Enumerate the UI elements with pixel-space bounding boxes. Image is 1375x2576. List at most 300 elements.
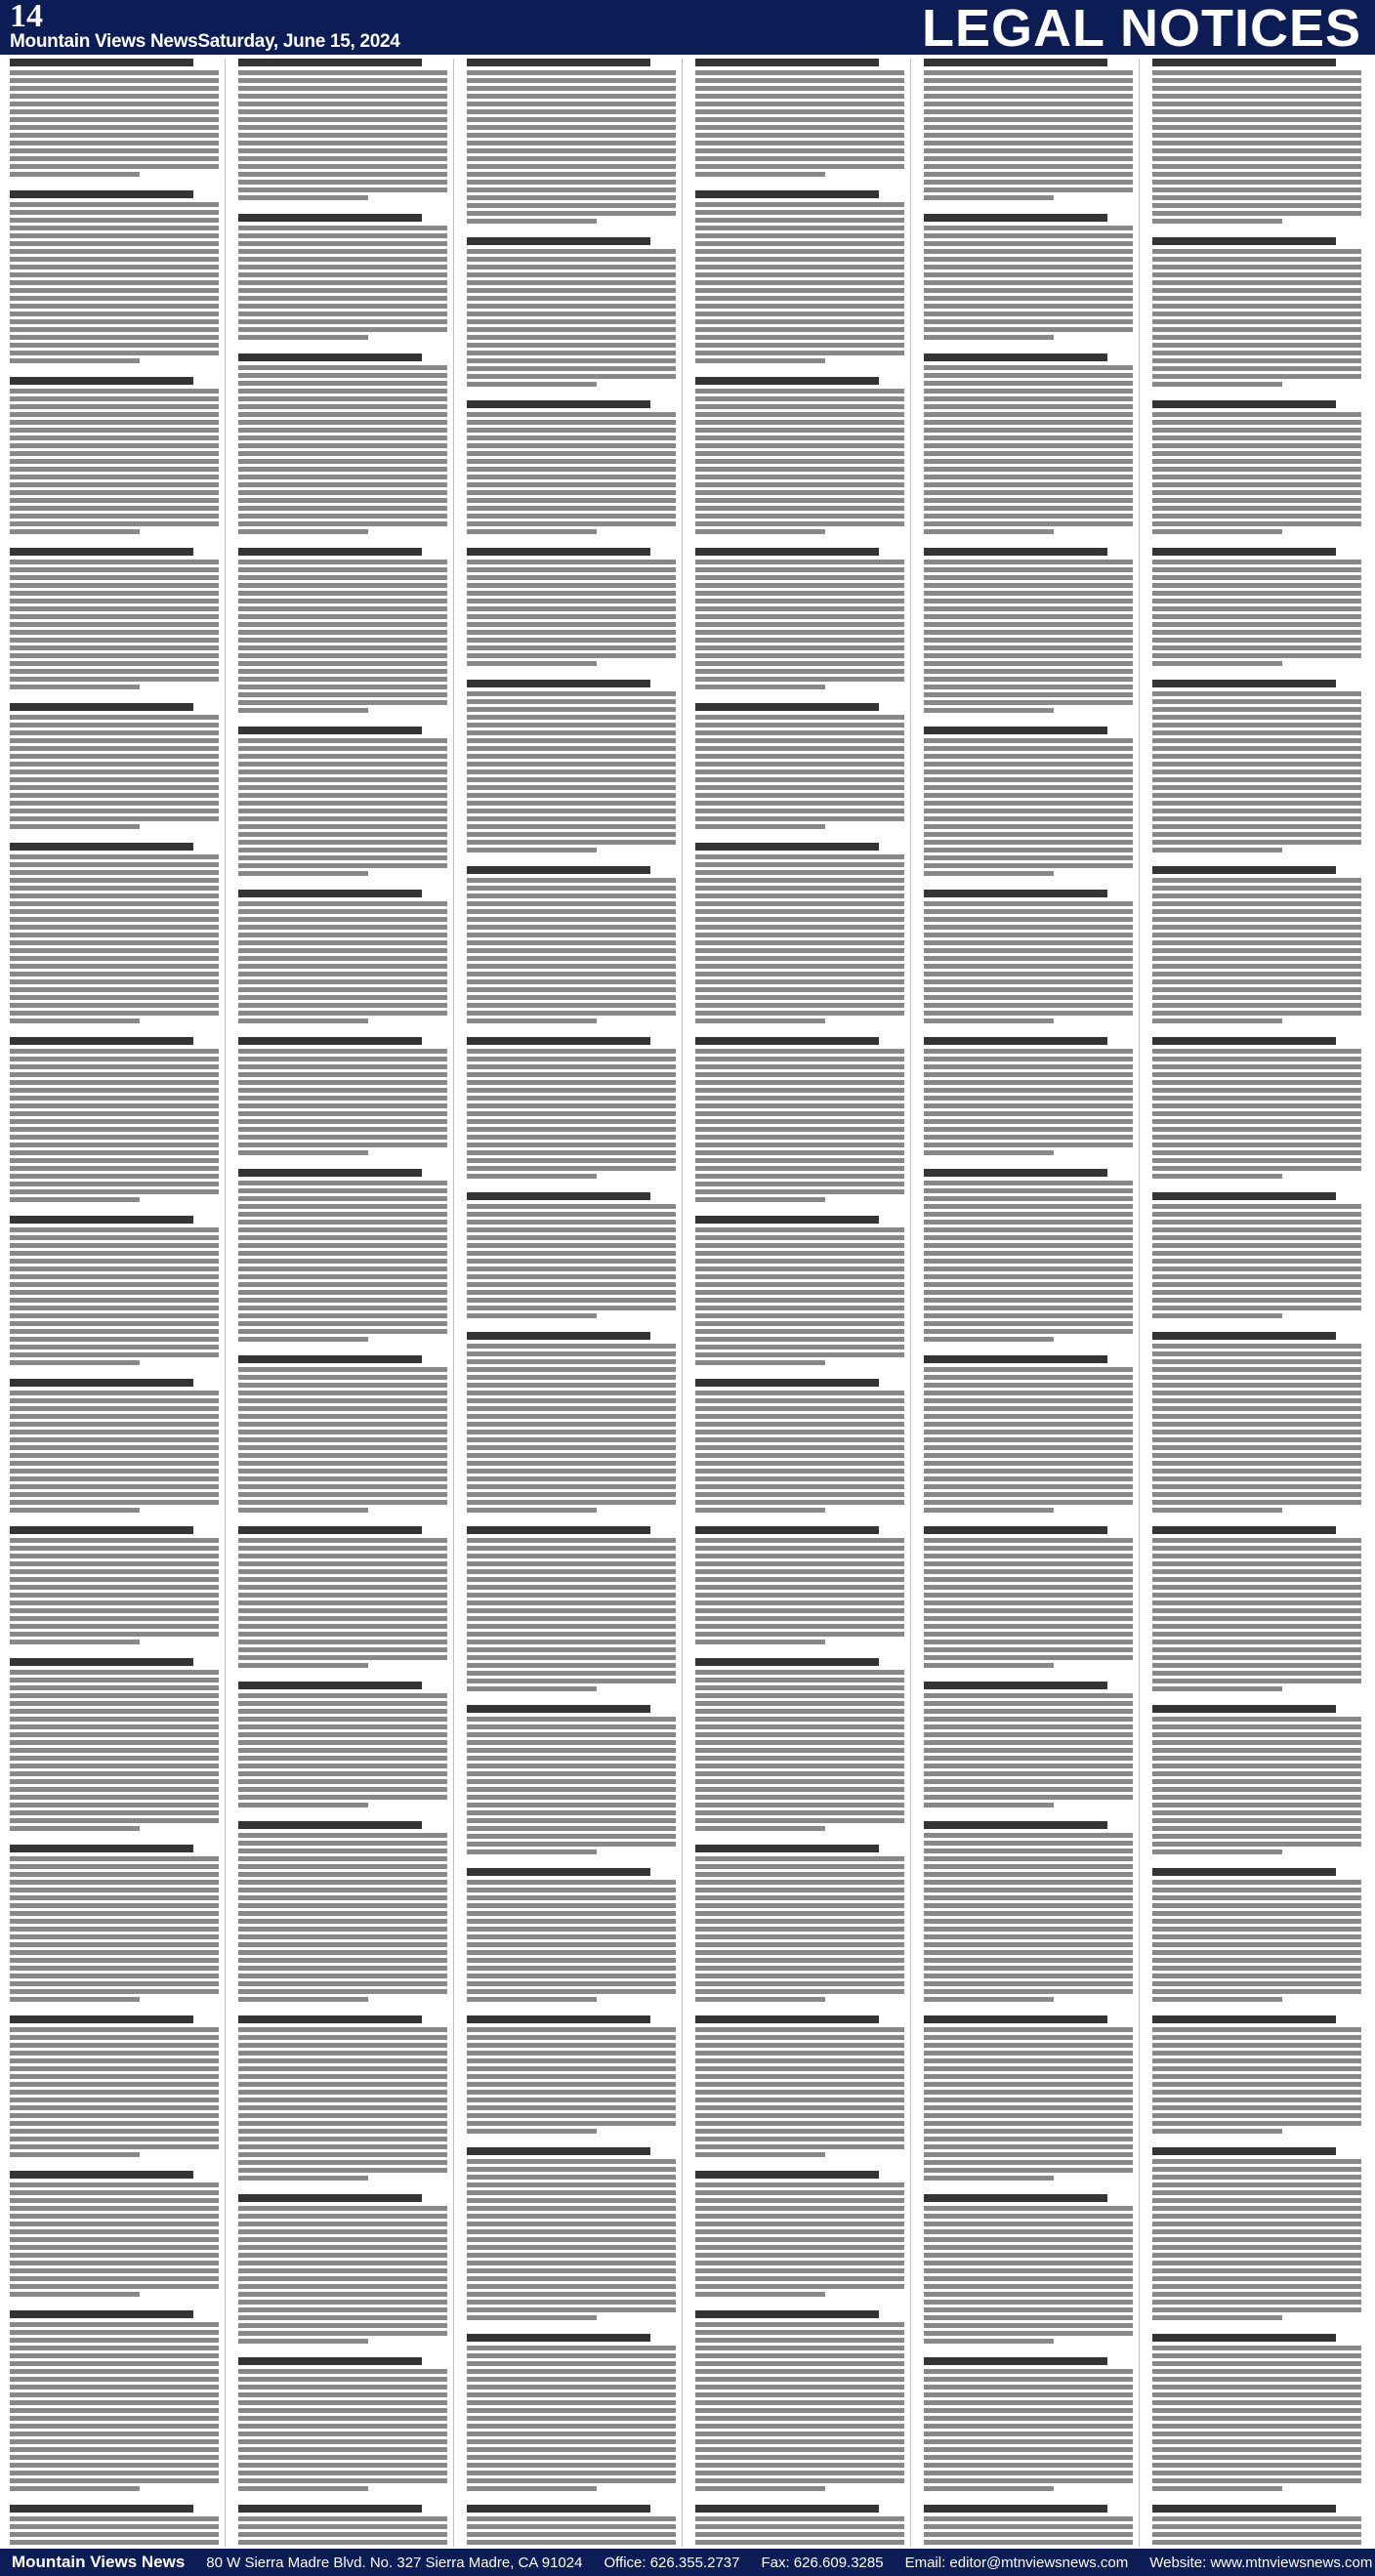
notice-text-line-placeholder (1152, 2198, 1361, 2203)
notice-text-line-placeholder (924, 1950, 1133, 1955)
notice-text-line-placeholder (238, 1872, 447, 1877)
notice-text-line-placeholder (238, 451, 447, 456)
notice-text-line-placeholder (238, 1391, 447, 1395)
notice-text-line-placeholder (467, 1771, 676, 1776)
notice-text-line-placeholder (238, 1880, 447, 1885)
legal-notice-block (924, 2505, 1133, 2547)
notice-text-line-placeholder (467, 1671, 676, 1676)
notice-text-line-placeholder (695, 319, 904, 324)
notice-text-line-placeholder (10, 521, 219, 526)
notice-text-line-placeholder (1152, 754, 1361, 759)
notice-heading-placeholder (238, 2015, 422, 2023)
notice-text-line-placeholder (10, 358, 140, 363)
notice-text-line-placeholder (924, 327, 1133, 332)
notice-text-line-placeholder (695, 78, 904, 83)
notice-text-line-placeholder (695, 2400, 904, 2405)
notice-text-line-placeholder (238, 2323, 447, 2328)
notice-text-line-placeholder (1152, 878, 1361, 883)
notice-text-line-placeholder (238, 265, 447, 270)
notice-text-line-placeholder (10, 862, 219, 867)
notice-text-line-placeholder (695, 2245, 904, 2250)
notice-text-line-placeholder (695, 1182, 904, 1186)
notice-heading-placeholder (1152, 2147, 1336, 2155)
notice-text-line-placeholder (924, 141, 1133, 145)
notice-text-line-placeholder (10, 1803, 219, 1807)
notice-text-line-placeholder (10, 2027, 219, 2032)
notice-text-line-placeholder (1152, 211, 1361, 216)
notice-text-line-placeholder (695, 1585, 904, 1590)
notice-text-line-placeholder (467, 1895, 676, 1900)
legal-notice-block (1152, 866, 1361, 1023)
legal-notice-block (1152, 2334, 1361, 2491)
notice-text-line-placeholder (238, 1538, 447, 1543)
notice-text-line-placeholder (695, 2144, 904, 2149)
notice-text-line-placeholder (695, 1864, 904, 1869)
notice-text-line-placeholder (467, 1018, 597, 1023)
notice-text-line-placeholder (1152, 2090, 1361, 2095)
notice-text-line-placeholder (238, 1422, 447, 1427)
notice-heading-placeholder (1152, 1192, 1336, 1200)
notice-text-line-placeholder (695, 1500, 904, 1505)
notice-text-line-placeholder (1152, 1903, 1361, 1908)
notice-text-line-placeholder (467, 2424, 676, 2429)
notice-text-line-placeholder (1152, 1259, 1361, 1264)
notice-text-line-placeholder (1152, 2175, 1361, 2180)
notice-heading-placeholder (238, 2357, 422, 2365)
notice-text-line-placeholder (1152, 1771, 1361, 1776)
notice-heading-placeholder (924, 353, 1107, 361)
notice-text-line-placeholder (467, 1049, 676, 1054)
notice-text-line-placeholder (238, 102, 447, 106)
notice-heading-placeholder (1152, 2015, 1336, 2023)
notice-text-line-placeholder (1152, 948, 1361, 953)
notice-text-line-placeholder (10, 909, 219, 914)
notice-text-line-placeholder (10, 2082, 219, 2087)
notice-text-line-placeholder (1152, 1212, 1361, 1217)
notice-text-line-placeholder (924, 2447, 1133, 2452)
notice-heading-placeholder (238, 548, 422, 556)
notice-text-line-placeholder (695, 2113, 904, 2118)
notice-heading-placeholder (924, 1169, 1107, 1177)
notice-text-line-placeholder (467, 2486, 597, 2491)
notice-text-line-placeholder (1152, 653, 1361, 658)
notice-text-line-placeholder (467, 335, 676, 340)
notice-text-line-placeholder (10, 2447, 219, 2452)
notice-heading-placeholder (1152, 59, 1336, 66)
notice-heading-placeholder (238, 1682, 422, 1689)
notice-text-line-placeholder (924, 1632, 1133, 1637)
notice-text-line-placeholder (467, 366, 676, 371)
legal-notice-block (467, 2334, 676, 2491)
notice-text-line-placeholder (238, 2331, 447, 2336)
notice-text-line-placeholder (1152, 296, 1361, 301)
notice-text-line-placeholder (695, 1624, 904, 1629)
notice-text-line-placeholder (10, 1150, 219, 1155)
notice-text-line-placeholder (10, 1981, 219, 1986)
notice-text-line-placeholder (695, 917, 904, 922)
notice-text-line-placeholder (238, 1057, 447, 1061)
notice-text-line-placeholder (10, 343, 219, 348)
notice-text-line-placeholder (695, 436, 904, 440)
footer-website[interactable]: Website: www.mtnviewsnews.com (1149, 2554, 1373, 2571)
legal-notice-block (695, 2171, 904, 2297)
notice-text-line-placeholder (924, 785, 1133, 790)
notice-text-line-placeholder (924, 2129, 1133, 2134)
notice-text-line-placeholder (924, 560, 1133, 564)
notice-text-line-placeholder (695, 638, 904, 643)
legal-notice-block (924, 1355, 1133, 1513)
notice-text-line-placeholder (924, 2524, 1133, 2529)
notice-text-line-placeholder (1152, 1492, 1361, 1497)
notice-text-line-placeholder (467, 2090, 676, 2095)
notice-text-line-placeholder (10, 117, 219, 122)
notice-text-line-placeholder (1152, 1080, 1361, 1085)
notice-text-line-placeholder (1152, 691, 1361, 696)
notice-text-line-placeholder (238, 1406, 447, 1411)
notice-text-line-placeholder (238, 1484, 447, 1489)
notice-text-line-placeholder (1152, 2214, 1361, 2219)
notice-text-line-placeholder (924, 1111, 1133, 1116)
notice-text-line-placeholder (238, 738, 447, 743)
notice-text-line-placeholder (924, 2261, 1133, 2265)
notice-text-line-placeholder (467, 2392, 676, 2397)
notice-text-line-placeholder (1152, 1267, 1361, 1271)
notice-text-line-placeholder (1152, 1018, 1282, 1023)
notice-text-line-placeholder (924, 2245, 1133, 2250)
notice-text-line-placeholder (467, 1779, 676, 1784)
notice-text-line-placeholder (1152, 2455, 1361, 2460)
notice-heading-placeholder (467, 2147, 650, 2155)
notice-text-line-placeholder (924, 1833, 1133, 1838)
notice-text-line-placeholder (695, 2385, 904, 2389)
legal-notice-block (924, 2015, 1133, 2181)
notice-text-line-placeholder (467, 2439, 676, 2444)
notice-text-line-placeholder (467, 1243, 676, 1248)
notice-text-line-placeholder (924, 567, 1133, 572)
notice-text-line-placeholder (467, 933, 676, 937)
legal-notice-block (1152, 680, 1361, 852)
notice-text-line-placeholder (467, 1756, 676, 1761)
notice-text-line-placeholder (1152, 1375, 1361, 1380)
legal-notice-block (924, 59, 1133, 200)
notice-text-line-placeholder (10, 257, 219, 262)
notice-text-line-placeholder (10, 467, 219, 472)
notice-text-line-placeholder (10, 1298, 219, 1303)
notice-text-line-placeholder (924, 2090, 1133, 2095)
notice-text-line-placeholder (924, 1251, 1133, 1256)
legal-notice-block (1152, 400, 1361, 534)
notice-text-line-placeholder (924, 304, 1133, 309)
notice-text-line-placeholder (1152, 972, 1361, 976)
notice-text-line-placeholder (467, 762, 676, 767)
notice-text-line-placeholder (238, 1974, 447, 1978)
notice-text-line-placeholder (10, 141, 219, 145)
notice-text-line-placeholder (695, 1189, 904, 1194)
notice-text-line-placeholder (1152, 1174, 1282, 1179)
notice-text-line-placeholder (10, 2486, 140, 2491)
notice-text-line-placeholder (1152, 1942, 1361, 1947)
notice-text-line-placeholder (238, 1585, 447, 1590)
notice-text-line-placeholder (1152, 319, 1361, 324)
notice-text-line-placeholder (924, 2416, 1133, 2421)
notice-text-line-placeholder (467, 824, 676, 829)
notice-text-line-placeholder (10, 645, 219, 650)
notice-text-line-placeholder (924, 148, 1133, 153)
notice-text-line-placeholder (467, 94, 676, 99)
notice-text-line-placeholder (1152, 280, 1361, 285)
notice-text-line-placeholder (238, 2540, 447, 2545)
notice-text-line-placeholder (695, 1088, 904, 1093)
notice-text-line-placeholder (10, 1189, 219, 1194)
notice-text-line-placeholder (695, 2190, 904, 2195)
notice-text-line-placeholder (467, 257, 676, 262)
notice-text-line-placeholder (10, 172, 140, 177)
notice-text-line-placeholder (238, 296, 447, 301)
notice-text-line-placeholder (1152, 1888, 1361, 1892)
notice-text-line-placeholder (467, 583, 676, 588)
notice-heading-placeholder (924, 2015, 1107, 2023)
notice-text-line-placeholder (10, 933, 219, 937)
notice-text-line-placeholder (10, 2540, 219, 2545)
notice-text-line-placeholder (695, 909, 904, 914)
notice-text-line-placeholder (695, 428, 904, 433)
notice-text-line-placeholder (10, 327, 219, 332)
notice-text-line-placeholder (924, 2424, 1133, 2429)
notice-text-line-placeholder (695, 1337, 904, 1342)
legal-notice-block (238, 2015, 447, 2181)
notice-text-line-placeholder (467, 1367, 676, 1372)
notice-text-line-placeholder (924, 1267, 1133, 1271)
notice-text-line-placeholder (10, 1080, 219, 1085)
notice-text-line-placeholder (467, 1608, 676, 1613)
legal-notice-block (467, 1192, 676, 1318)
notice-text-line-placeholder (924, 451, 1133, 456)
notice-text-line-placeholder (924, 583, 1133, 588)
notice-text-line-placeholder (1152, 1235, 1361, 1240)
notice-text-line-placeholder (238, 987, 447, 992)
notice-heading-placeholder (695, 1037, 879, 1045)
notice-text-line-placeholder (695, 475, 904, 479)
notice-text-line-placeholder (695, 218, 904, 223)
notice-text-line-placeholder (1152, 995, 1361, 1000)
notice-heading-placeholder (695, 2505, 879, 2513)
notice-text-line-placeholder (467, 482, 676, 487)
notice-text-line-placeholder (1152, 1756, 1361, 1761)
footer-office: Office: 626.355.2737 (604, 2554, 740, 2571)
notice-text-line-placeholder (10, 335, 219, 340)
notice-text-line-placeholder (10, 1398, 219, 1403)
legal-notice-block (467, 680, 676, 852)
notice-text-line-placeholder (695, 2540, 904, 2545)
notice-text-line-placeholder (238, 638, 447, 643)
notice-text-line-placeholder (1152, 2182, 1361, 2187)
notice-text-line-placeholder (10, 738, 219, 743)
legal-notice-block (467, 1037, 676, 1179)
notice-text-line-placeholder (467, 2035, 676, 2040)
notice-text-line-placeholder (10, 1593, 219, 1598)
notice-text-line-placeholder (467, 1585, 676, 1590)
notice-text-line-placeholder (467, 1064, 676, 1069)
notice-text-line-placeholder (238, 1640, 447, 1644)
notice-text-line-placeholder (695, 1290, 904, 1295)
notice-text-line-placeholder (10, 1321, 219, 1326)
notice-text-line-placeholder (238, 164, 447, 169)
notice-text-line-placeholder (467, 793, 676, 798)
notice-text-line-placeholder (467, 1469, 676, 1474)
notice-text-line-placeholder (924, 964, 1133, 969)
notice-text-line-placeholder (238, 2066, 447, 2071)
notice-text-line-placeholder (10, 2284, 219, 2289)
notice-text-line-placeholder (467, 638, 676, 643)
notice-text-line-placeholder (238, 606, 447, 611)
notice-text-line-placeholder (10, 809, 219, 813)
notice-text-line-placeholder (467, 2455, 676, 2460)
notice-text-line-placeholder (467, 2361, 676, 2366)
notice-text-line-placeholder (1152, 809, 1361, 813)
notice-text-line-placeholder (238, 1919, 447, 1924)
notice-text-line-placeholder (10, 2478, 219, 2483)
notice-text-line-placeholder (924, 1375, 1133, 1380)
notice-text-line-placeholder (1152, 1313, 1282, 1318)
notice-text-line-placeholder (924, 1220, 1133, 1225)
footer-email[interactable]: Email: editor@mtnviewsnews.com (904, 2554, 1129, 2571)
notice-text-line-placeholder (10, 1585, 219, 1590)
notice-text-line-placeholder (924, 762, 1133, 767)
notice-text-line-placeholder (467, 1546, 676, 1551)
notice-text-line-placeholder (467, 1461, 676, 1466)
legal-notice-block (1152, 1037, 1361, 1179)
notice-text-line-placeholder (467, 1111, 676, 1116)
notice-text-line-placeholder (924, 956, 1133, 961)
notice-heading-placeholder (10, 2015, 193, 2023)
notice-text-line-placeholder (1152, 2206, 1361, 2211)
notice-text-line-placeholder (238, 692, 447, 697)
notice-heading-placeholder (467, 1705, 650, 1713)
notice-text-line-placeholder (467, 785, 676, 790)
notice-text-line-placeholder (467, 1842, 676, 1847)
notice-text-line-placeholder (695, 1391, 904, 1395)
notice-text-line-placeholder (924, 1958, 1133, 1963)
legal-notice-block (1152, 1868, 1361, 2002)
notice-text-line-placeholder (467, 1950, 676, 1955)
notice-text-line-placeholder (695, 862, 904, 867)
notice-text-line-placeholder (1152, 909, 1361, 914)
notice-heading-placeholder (10, 703, 193, 711)
notice-text-line-placeholder (924, 420, 1133, 425)
notice-text-line-placeholder (238, 1701, 447, 1706)
notice-text-line-placeholder (10, 2066, 219, 2071)
notice-text-line-placeholder (467, 1127, 676, 1132)
notice-heading-placeholder (238, 59, 422, 66)
notice-heading-placeholder (238, 2194, 422, 2202)
notice-text-line-placeholder (924, 490, 1133, 495)
notice-text-line-placeholder (10, 265, 219, 270)
notice-text-line-placeholder (10, 443, 219, 448)
notice-text-line-placeholder (467, 878, 676, 883)
notice-text-line-placeholder (10, 1437, 219, 1442)
notice-text-line-placeholder (467, 730, 676, 735)
notice-text-line-placeholder (10, 2229, 219, 2234)
notice-text-line-placeholder (924, 1422, 1133, 1427)
notice-text-line-placeholder (924, 2431, 1133, 2436)
notice-text-line-placeholder (467, 1492, 676, 1497)
notice-heading-placeholder (1152, 1332, 1336, 1340)
notice-text-line-placeholder (238, 1934, 447, 1939)
notice-text-line-placeholder (924, 1212, 1133, 1217)
notice-text-line-placeholder (924, 2144, 1133, 2149)
notice-text-line-placeholder (924, 816, 1133, 821)
notice-text-line-placeholder (1152, 2237, 1361, 2242)
notice-text-line-placeholder (1152, 1671, 1361, 1676)
notice-text-line-placeholder (467, 691, 676, 696)
notice-text-line-placeholder (695, 972, 904, 976)
notice-text-line-placeholder (467, 567, 676, 572)
notice-text-line-placeholder (467, 995, 676, 1000)
notice-text-line-placeholder (1152, 661, 1282, 666)
notice-text-line-placeholder (924, 1849, 1133, 1853)
notice-text-line-placeholder (10, 272, 219, 277)
notice-text-line-placeholder (1152, 2098, 1361, 2102)
notice-text-line-placeholder (10, 1057, 219, 1061)
notice-text-line-placeholder (1152, 2315, 1282, 2320)
notice-heading-placeholder (695, 1526, 879, 1534)
notice-text-line-placeholder (1152, 940, 1361, 945)
notice-text-line-placeholder (695, 809, 904, 813)
legal-notice-block (467, 2505, 676, 2547)
legal-notice-block (695, 1379, 904, 1513)
notice-text-line-placeholder (924, 1313, 1133, 1318)
notice-text-line-placeholder (1152, 1135, 1361, 1140)
notice-heading-placeholder (924, 890, 1107, 897)
legal-notice-block (10, 377, 219, 534)
notice-text-line-placeholder (924, 746, 1133, 751)
legal-notice-block (467, 1332, 676, 1513)
notice-text-line-placeholder (238, 848, 447, 852)
notice-text-line-placeholder (238, 1616, 447, 1621)
notice-text-line-placeholder (1152, 2416, 1361, 2421)
notice-text-line-placeholder (924, 109, 1133, 114)
notice-text-line-placeholder (1152, 2463, 1361, 2468)
notice-text-line-placeholder (467, 699, 676, 704)
notice-text-line-placeholder (695, 1561, 904, 1566)
notice-heading-placeholder (695, 2310, 879, 2318)
notice-text-line-placeholder (924, 1406, 1133, 1411)
notice-text-line-placeholder (10, 1422, 219, 1427)
notice-text-line-placeholder (1152, 2447, 1361, 2452)
notice-text-line-placeholder (467, 280, 676, 285)
notice-text-line-placeholder (467, 78, 676, 83)
notice-text-line-placeholder (695, 1430, 904, 1434)
notice-text-line-placeholder (10, 1554, 219, 1558)
notice-text-line-placeholder (924, 164, 1133, 169)
notice-text-line-placeholder (238, 769, 447, 774)
notice-text-line-placeholder (695, 2043, 904, 2048)
notice-text-line-placeholder (924, 1981, 1133, 1986)
notice-text-line-placeholder (467, 1724, 676, 1729)
notice-text-line-placeholder (924, 1927, 1133, 1932)
notice-text-line-placeholder (1152, 1359, 1361, 1364)
notice-text-line-placeholder (467, 2447, 676, 2452)
notice-heading-placeholder (924, 214, 1107, 222)
notice-text-line-placeholder (1152, 1740, 1361, 1745)
notice-text-line-placeholder (467, 1554, 676, 1558)
notice-text-line-placeholder (1152, 482, 1361, 487)
notice-text-line-placeholder (695, 1259, 904, 1264)
notice-text-line-placeholder (924, 280, 1133, 285)
legal-notice-block (10, 59, 219, 177)
column-4 (695, 59, 911, 2547)
legal-notice-block (238, 890, 447, 1023)
